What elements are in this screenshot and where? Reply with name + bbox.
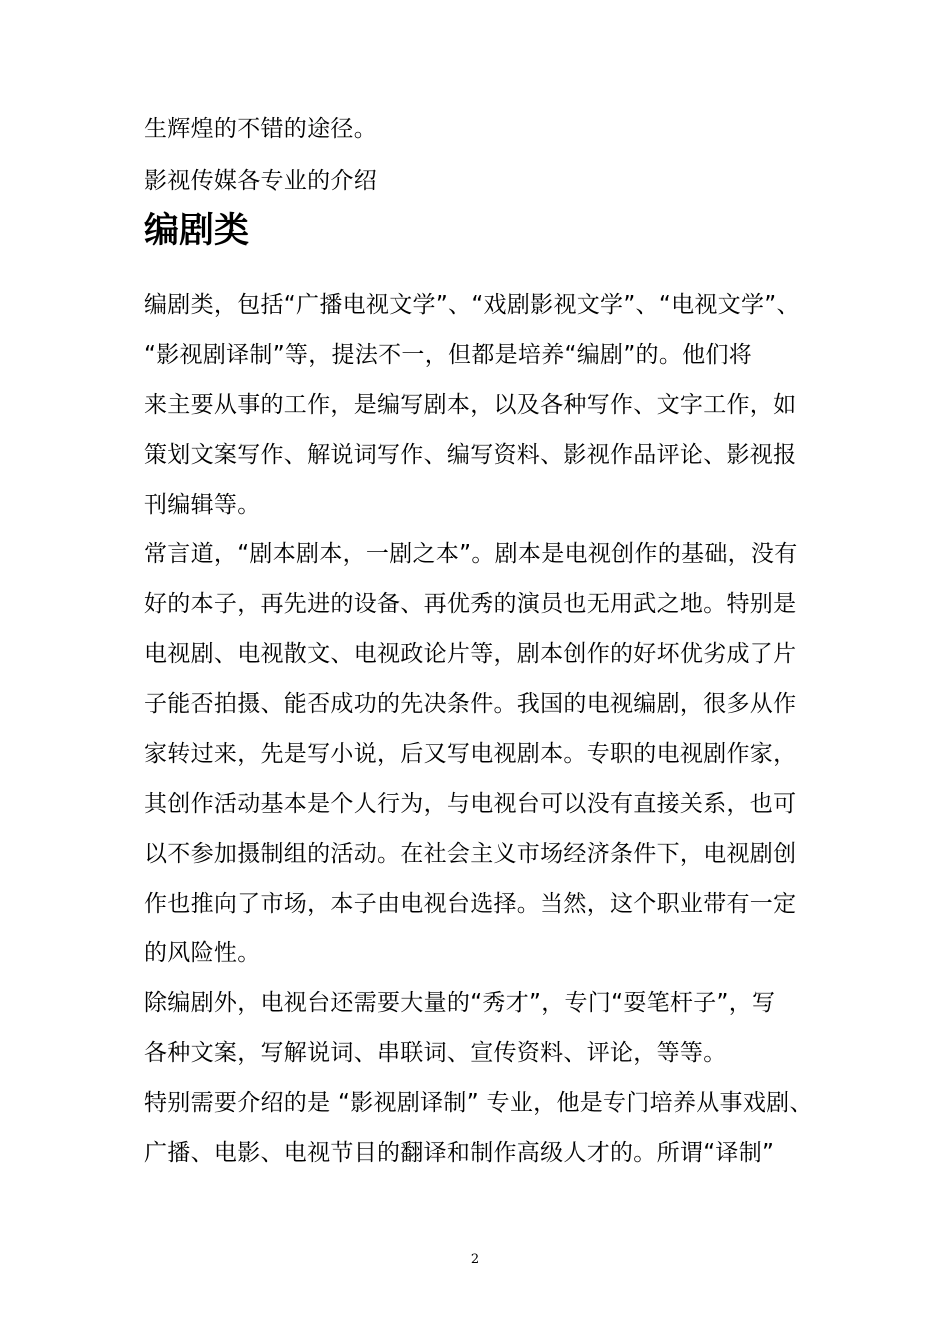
text-line: 广播、电影、电视节目的翻译和制作高级人才的。所谓“译制” — [144, 1140, 775, 1166]
page-number: 2 — [470, 1252, 480, 1267]
text-line: 刊编辑等。 — [144, 492, 261, 518]
text-line: 各种文案，写解说词、串联词、宣传资料、评论，等等。 — [144, 1040, 727, 1066]
text-line: 生辉煌的不错的途径。 — [144, 116, 377, 142]
text-line: 编剧类，包括“广播电视文学”、“戏剧影视文学”、“电视文学”、 — [144, 292, 800, 318]
text-line: 好的本子，再先进的设备、再优秀的演员也无用武之地。特别是 — [144, 591, 797, 617]
text-line: 来主要从事的工作，是编写剧本，以及各种写作、文字工作，如 — [144, 392, 797, 418]
text-line: 影视传媒各专业的介绍 — [144, 168, 377, 194]
text-line: 以不参加摄制组的活动。在社会主义市场经济条件下，电视剧创 — [144, 841, 797, 867]
text-line: 家转过来，先是写小说，后又写电视剧本。专职的电视剧作家， — [144, 741, 797, 767]
text-line: 策划文案写作、解说词写作、编写资料、影视作品评论、影视报 — [144, 442, 797, 468]
text-line: 常言道，“剧本剧本，一剧之本”。剧本是电视创作的基础，没有 — [144, 541, 798, 567]
text-line: “影视剧译制”等，提法不一，但都是培养“编剧”的。他们将 — [144, 342, 753, 368]
text-line: 除编剧外，电视台还需要大量的“秀才”，专门“耍笔杆子”，写 — [144, 990, 776, 1016]
text-line: 作也推向了市场，本子由电视台选择。当然，这个职业带有一定 — [144, 891, 797, 917]
text-line: 子能否拍摄、能否成功的先决条件。我国的电视编剧，很多从作 — [144, 691, 797, 717]
text-line: 特别需要介绍的是 “影视剧译制” 专业，他是专门培养从事戏剧、 — [144, 1090, 813, 1116]
section-heading: 编剧类 — [144, 211, 250, 251]
text-line: 其创作活动基本是个人行为，与电视台可以没有直接关系，也可 — [144, 791, 797, 817]
text-line: 的风险性。 — [144, 940, 261, 966]
text-line: 电视剧、电视散文、电视政论片等，剧本创作的好坏优劣成了片 — [144, 641, 797, 667]
